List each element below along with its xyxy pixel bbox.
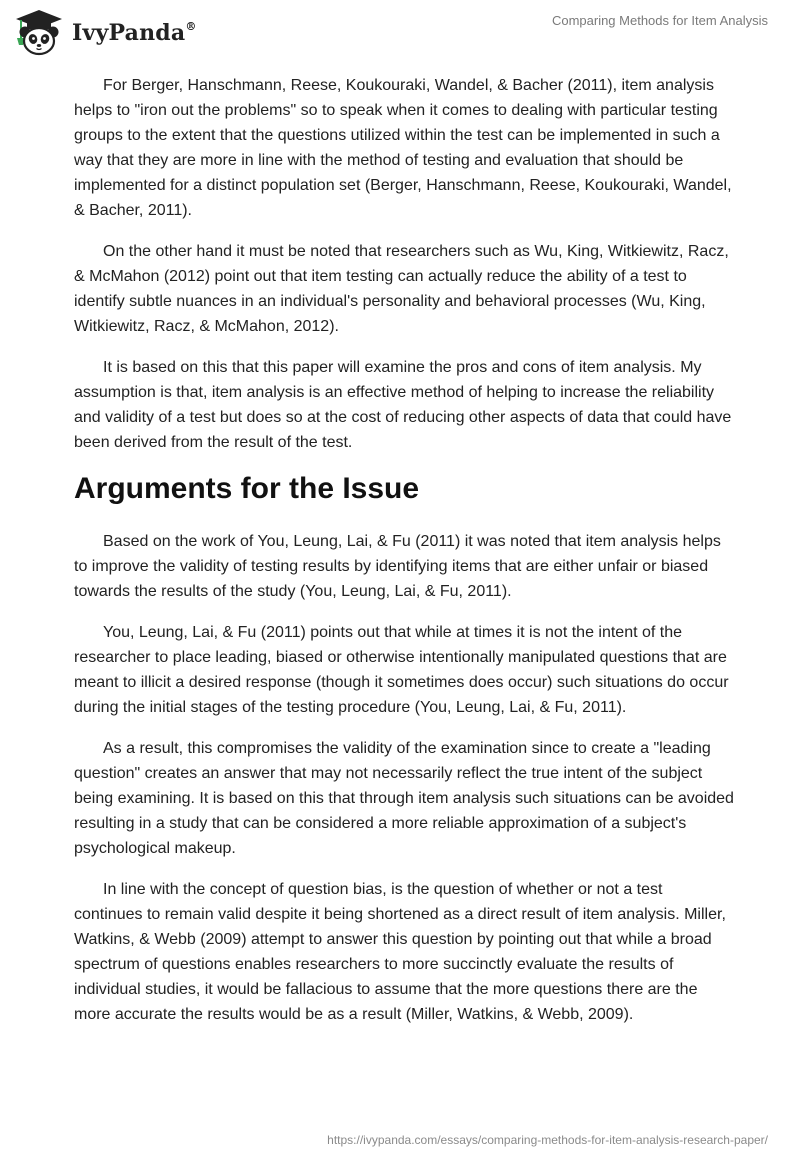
paragraph: Based on the work of You, Leung, Lai, & Fu (2011) it was noted that item analysis helps to improve the validity of testing results by identifying items that are either unfair or biased towards the results of the study (You, Leung, Lai, & Fu, 2011). bbox=[74, 533, 721, 600]
section-heading: Arguments for the Issue bbox=[74, 472, 420, 505]
source-url[interactable]: https://ivypanda.com/essays/comparing-methods-for-item-analysis-research-paper/ bbox=[327, 1133, 768, 1147]
paragraph: As a result, this compromises the validity of the examination since to create a "leading question" creates an answer that may not necessarily reflect the true intent of the subject being examining. It is based on this that through item analysis such situations can be avoided resulting in a study that can be considered a more reliable approximation of a subject's psychological makeup. bbox=[74, 740, 734, 857]
logo-name: IvyPanda bbox=[72, 20, 186, 46]
page-header bbox=[0, 0, 800, 70]
document-title: Comparing Methods for Item Analysis bbox=[551, 13, 768, 28]
paragraph: It is based on this that this paper will examine the pros and cons of item analysis. My assumption is that, item analysis is an effective method of helping to increase the reliability and validity of a test but does so at the cost of reducing other aspects of data that could have been derived from the result of the test. bbox=[74, 359, 732, 451]
paragraph: On the other hand it must be noted that researchers such as Wu, King, Witkiewitz, Racz, & McMahon (2012) point out that item testing can actually reduce the ability of a test to identify subtle nuances in an individual's personality and behavioral processes (Wu, King, Witkiewitz, Racz, & McMahon, 2012). bbox=[74, 243, 729, 335]
essay-body bbox=[74, 73, 734, 1043]
paragraph: In line with the concept of question bias, is the question of whether or not a test continues to remain valid despite it being shortened as a direct result of item analysis. Miller, Watkins, & Webb (2009) attempt to answer this question by pointing out that while a broad spectrum of questions enables researchers to more succinctly evaluate the results of individual studies, it would be fallacious to assume that the more questions there are the more accurate the results would be as a result (Miller, Watkins, & Webb, 2009). bbox=[74, 881, 726, 1023]
paragraph: For Berger, Hanschmann, Reese, Koukouraki, Wandel, & Bacher (2011), item analysis helps to "iron out the problems" so to speak when it comes to dealing with particular testing groups to the extent that the questions utilized within the test can be implemented in such a way that they are more in line with the method of testing and evaluation that should be implemented for a distinct population set (Berger, Hanschmann, Reese, Koukouraki, Wandel, & Bacher, 2011). bbox=[74, 77, 732, 219]
ivypanda-logo[interactable] bbox=[12, 8, 197, 58]
paragraph: You, Leung, Lai, & Fu (2011) points out that while at times it is not the intent of the researcher to place leading, biased or otherwise intentionally manipulated questions that are meant to illicit a desired response (though it sometimes does occur) such situations do occur during the initial stages of the testing procedure (You, Leung, Lai, & Fu, 2011). bbox=[74, 624, 729, 716]
registered-mark: ® bbox=[185, 19, 197, 33]
logo-wordmark bbox=[72, 20, 197, 46]
panda-graduate-icon bbox=[12, 8, 66, 58]
